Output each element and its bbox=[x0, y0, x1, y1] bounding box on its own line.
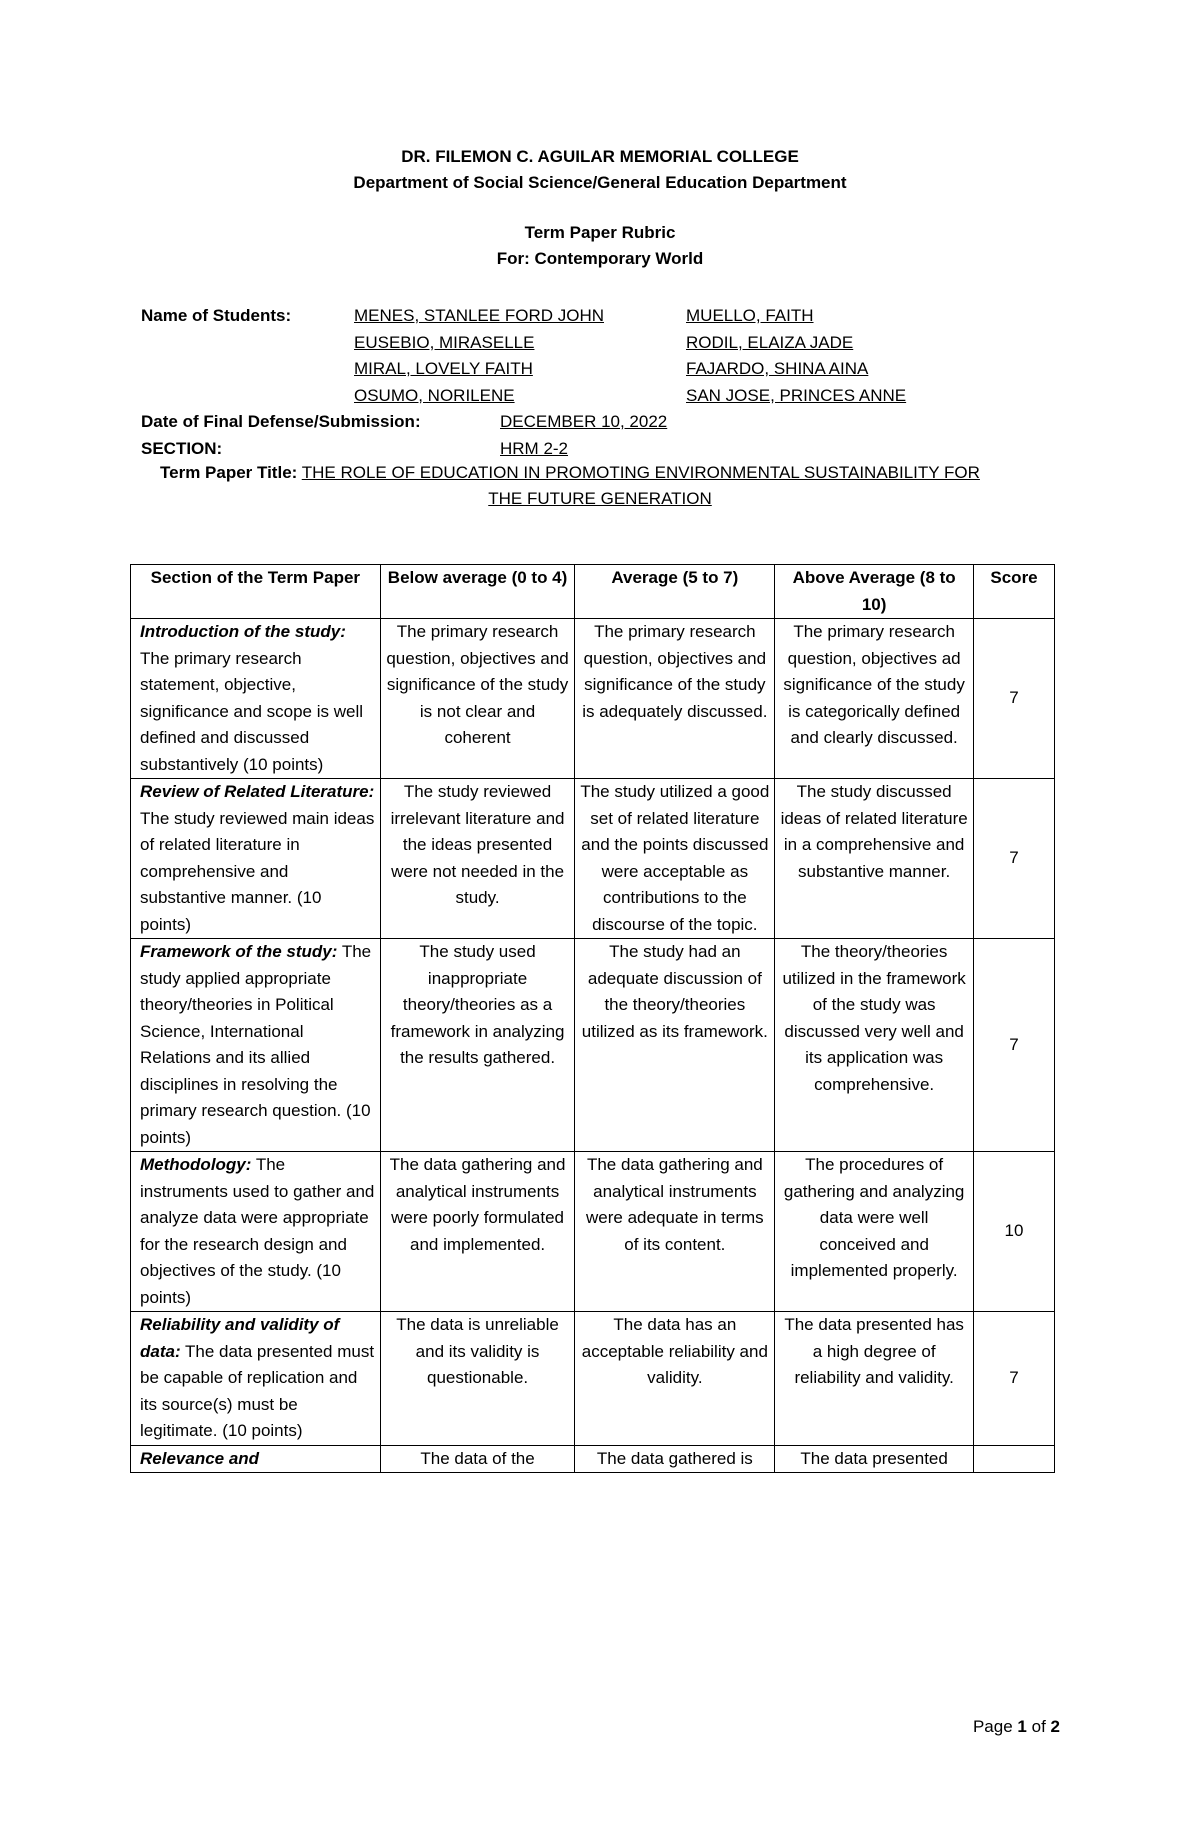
page-number bbox=[973, 1717, 1060, 1737]
score-cell: 10 bbox=[974, 1152, 1055, 1312]
student-name: MIRAL, LOVELY FAITH bbox=[354, 359, 533, 378]
criterion-cell bbox=[131, 1445, 381, 1473]
table-row bbox=[131, 619, 1055, 779]
above-average-cell: The procedures of gathering and analyzing data were well conceived and implemented properly. bbox=[775, 1152, 974, 1312]
section-label: SECTION: bbox=[141, 438, 223, 458]
title-line-2: THE FUTURE GENERATION bbox=[488, 489, 712, 508]
average-cell: The primary research question, objectives and significance of the study is adequately discussed. bbox=[575, 619, 775, 779]
criterion-description: The data presented must be capable of replication and its source(s) must be legitimate. (10 points) bbox=[140, 1341, 375, 1440]
above-average-cell: The data presented bbox=[775, 1445, 974, 1473]
below-average-cell: The data gathering and analytical instruments were poorly formulated and implemented. bbox=[380, 1152, 575, 1312]
student-name: OSUMO, NORILENE bbox=[354, 385, 515, 405]
date-label: Date of Final Defense/Submission: bbox=[141, 412, 421, 431]
students-label: Name of Students: bbox=[141, 306, 292, 325]
score-cell: 7 bbox=[974, 779, 1055, 939]
page-word: Page bbox=[972, 1717, 1013, 1736]
criterion-title: Review of Related Literature: bbox=[140, 782, 375, 801]
table-row bbox=[131, 1445, 1055, 1473]
score-cell: 7 bbox=[974, 619, 1055, 779]
student-name: EUSEBIO, MIRASELLE bbox=[354, 332, 535, 352]
below-average-cell: The data of the bbox=[380, 1445, 575, 1473]
criterion-title: Framework of the study: bbox=[140, 942, 338, 961]
criterion-description: The study applied appropriate theory/theories in Political Science, International Relations and its allied disciplines in resolving the primary research question. (10 points) bbox=[140, 942, 372, 1147]
student-name: FAJARDO, SHINA AINA bbox=[686, 359, 869, 378]
column-header: Above Average (8 to 10) bbox=[775, 565, 974, 619]
above-average-cell: The data presented has a high degree of reliability and validity. bbox=[775, 1312, 974, 1446]
document-header bbox=[0, 144, 1200, 272]
title-label: Term Paper Title: bbox=[160, 463, 298, 482]
column-header: Average (5 to 7) bbox=[575, 565, 775, 619]
criterion-description: The instruments used to gather and analyze data were appropriate for the research design and objectives of the study. (10 points) bbox=[140, 1155, 375, 1307]
table-header-row bbox=[131, 565, 1055, 619]
criterion-cell bbox=[131, 1152, 381, 1312]
table-row bbox=[131, 779, 1055, 939]
college-name: DR. FILEMON C. AGUILAR MEMORIAL COLLEGE bbox=[401, 147, 799, 166]
department-name: Department of Social Science/General Education Department bbox=[353, 173, 847, 192]
criterion-cell bbox=[131, 1312, 381, 1446]
title-line-1: THE ROLE OF EDUCATION IN PROMOTING ENVIRONMENTAL SUSTAINABILITY FOR bbox=[301, 463, 980, 482]
average-cell: The data gathering and analytical instruments were adequate in terms of its content. bbox=[575, 1152, 775, 1312]
student-name: RODIL, ELAIZA JADE bbox=[686, 332, 854, 352]
below-average-cell: The data is unreliable and its validity is questionable. bbox=[380, 1312, 575, 1446]
column-header: Section of the Term Paper bbox=[131, 565, 381, 619]
rubric-title: Term Paper Rubric bbox=[524, 223, 676, 242]
student-name: MENES, STANLEE FORD JOHN bbox=[354, 306, 604, 325]
criterion-title: Methodology: bbox=[140, 1155, 252, 1174]
criterion-cell bbox=[131, 939, 381, 1152]
criterion-title: Reliability and validity of data: bbox=[140, 1315, 340, 1361]
table-row bbox=[131, 1152, 1055, 1312]
criterion-description: The primary research statement, objective, significance and scope is well defined and discussed substantively (10 points) bbox=[140, 648, 364, 774]
above-average-cell: The theory/theories utilized in the framework of the study was discussed very well and its application was comprehensive. bbox=[775, 939, 974, 1152]
total-pages: 2 bbox=[1050, 1717, 1060, 1736]
below-average-cell: The study reviewed irrelevant literature and the ideas presented were not needed in the study. bbox=[380, 779, 575, 939]
below-average-cell: The study used inappropriate theory/theories as a framework in analyzing the results gathered. bbox=[380, 939, 575, 1152]
criterion-title: Relevance and bbox=[140, 1448, 260, 1468]
below-average-cell: The primary research question, objectives and significance of the study is not clear and coherent bbox=[380, 619, 575, 779]
average-cell: The study had an adequate discussion of the theory/theories utilized as its framework. bbox=[575, 939, 775, 1152]
section-value: HRM 2-2 bbox=[500, 438, 569, 458]
current-page: 1 bbox=[1017, 1717, 1027, 1736]
student-name: SAN JOSE, PRINCES ANNE bbox=[686, 385, 907, 405]
date-value: DECEMBER 10, 2022 bbox=[500, 412, 668, 431]
average-cell: The data gathered is bbox=[575, 1445, 775, 1473]
column-header: Below average (0 to 4) bbox=[380, 565, 575, 619]
table-row bbox=[131, 1312, 1055, 1446]
of-word: of bbox=[1031, 1717, 1046, 1736]
criterion-cell bbox=[131, 779, 381, 939]
rubric-table bbox=[130, 564, 1055, 1473]
above-average-cell: The primary research question, objectives ad significance of the study is categorically defined and clearly discussed. bbox=[775, 619, 974, 779]
criterion-cell bbox=[131, 619, 381, 779]
average-cell: The study utilized a good set of related literature and the points discussed were acceptable as contributions to the discourse of the topic. bbox=[575, 779, 775, 939]
above-average-cell: The study discussed ideas of related literature in a comprehensive and substantive manner. bbox=[775, 779, 974, 939]
student-name: MUELLO, FAITH bbox=[686, 306, 814, 325]
criterion-description: The study reviewed main ideas of related literature in comprehensive and substantive manner. (10 points) bbox=[140, 808, 375, 934]
table-row bbox=[131, 939, 1055, 1152]
score-cell: 7 bbox=[974, 939, 1055, 1152]
subject-line: For: Contemporary World bbox=[496, 249, 704, 268]
average-cell: The data has an acceptable reliability and validity. bbox=[575, 1312, 775, 1446]
score-cell bbox=[974, 1445, 1055, 1473]
score-cell: 7 bbox=[974, 1312, 1055, 1446]
column-header: Score bbox=[974, 565, 1055, 619]
criterion-title: Introduction of the study: bbox=[140, 622, 346, 641]
